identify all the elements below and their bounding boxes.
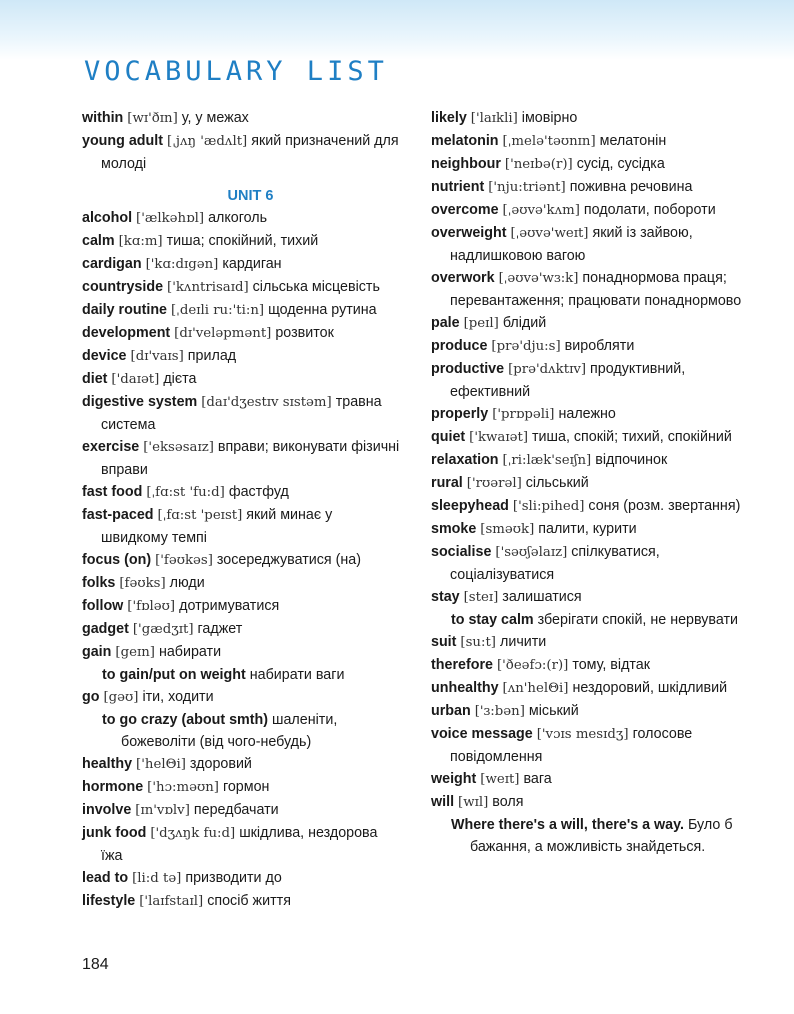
entry-translation: блідий xyxy=(502,315,547,331)
entry-word: quiet xyxy=(431,429,466,445)
entry-word: socialise xyxy=(431,544,492,560)
entry-translation: шкідлива, нездорова їжа xyxy=(101,825,378,864)
entry-transcription: ['kɑ:dɪgən] xyxy=(145,257,219,272)
entry-transcription: ['laɪfstaɪl] xyxy=(139,894,204,909)
vocab-entry xyxy=(82,368,400,391)
entry-word: pale xyxy=(431,315,460,331)
vocabulary-column-right xyxy=(431,107,749,858)
entry-translation: тиша, спокій; тихий, спокійний xyxy=(532,429,732,445)
entry-translation: здоровий xyxy=(189,756,252,772)
vocab-entry xyxy=(82,618,400,641)
entry-translation: набирати xyxy=(158,644,222,660)
vocab-entry xyxy=(82,686,400,709)
entry-translation: зберігати спокій, не нервувати xyxy=(537,612,739,628)
entry-word: gain xyxy=(82,644,112,660)
entry-transcription: [ˌdeɪli ru:'ti:n] xyxy=(170,303,265,318)
entry-translation: зосереджуватися (на) xyxy=(216,552,361,568)
entry-word: cardigan xyxy=(82,256,142,272)
vocab-entry xyxy=(82,799,400,822)
entry-translation: спосіб життя xyxy=(207,893,291,909)
entry-translation: гормон xyxy=(222,779,270,795)
entry-translation: мелатонін xyxy=(599,133,667,149)
entry-word: smoke xyxy=(431,521,477,537)
vocab-entry xyxy=(82,641,400,664)
entry-transcription: ['laɪkli] xyxy=(470,111,518,126)
entry-transcription: ['fɒləʊ] xyxy=(127,599,176,614)
entry-word: development xyxy=(82,325,171,341)
vocab-entry xyxy=(431,426,749,449)
vocab-entry xyxy=(82,345,400,368)
vocab-entry xyxy=(82,822,400,867)
vocab-entry xyxy=(431,130,749,153)
entry-word: daily routine xyxy=(82,302,167,318)
entry-word: lead to xyxy=(82,870,129,886)
entry-translation: дієта xyxy=(163,371,197,387)
entry-transcription: ['ɜ:bən] xyxy=(474,704,525,719)
entry-translation: вправи; виконувати фізичні вправи xyxy=(101,439,400,478)
vocab-entry xyxy=(431,654,749,677)
entry-transcription: [li:d tə] xyxy=(132,871,182,886)
entry-transcription: [steɪ] xyxy=(463,590,499,605)
vocab-entry xyxy=(431,176,749,199)
entry-transcription: [wɪl] xyxy=(458,795,489,810)
vocab-phrase-entry xyxy=(431,814,749,858)
entry-translation: шаленіти, божеволіти (від чого-небудь) xyxy=(121,712,338,750)
entry-word: diet xyxy=(82,371,108,387)
entry-word: overweight xyxy=(431,225,507,241)
vocab-phrase-entry xyxy=(431,609,749,631)
page-title: VOCABULARY LIST xyxy=(84,56,388,87)
entry-translation: іти, ходити xyxy=(142,689,214,705)
entry-transcription: [dɪ'veləpmənt] xyxy=(174,326,272,341)
vocab-entry xyxy=(82,391,400,436)
vocab-entry xyxy=(431,700,749,723)
entry-word: device xyxy=(82,348,127,364)
entry-transcription: [ˌjʌŋ 'ædʌlt] xyxy=(167,134,248,149)
vocab-entry xyxy=(82,253,400,276)
entry-translation: алкоголь xyxy=(208,210,268,226)
entry-translation: кардиган xyxy=(222,256,282,272)
entry-word: Where there's a will, there's a way. xyxy=(451,817,684,833)
entry-transcription: ['daɪət] xyxy=(111,372,160,387)
vocab-entry xyxy=(431,586,749,609)
entry-translation: дотримуватися xyxy=(179,598,280,614)
entry-word: neighbour xyxy=(431,156,501,172)
entry-word: produce xyxy=(431,338,488,354)
entry-word: sleepyhead xyxy=(431,498,509,514)
vocab-entry xyxy=(82,107,400,130)
entry-word: alcohol xyxy=(82,210,133,226)
vocab-entry xyxy=(431,267,749,312)
vocab-entry xyxy=(431,723,749,768)
entry-word: fast-paced xyxy=(82,507,154,523)
entry-translation: який минає у швидкому темпі xyxy=(101,507,333,546)
entry-transcription: [wɪ'ðɪn] xyxy=(127,111,178,126)
entry-transcription: [ˌəʊvə'wɜ:k] xyxy=(498,271,579,286)
entry-transcription: ['nju:triənt] xyxy=(488,180,566,195)
entry-word: go xyxy=(82,689,100,705)
vocab-entry xyxy=(82,867,400,890)
entry-word: focus (on) xyxy=(82,552,152,568)
entry-word: overcome xyxy=(431,202,499,218)
entry-transcription: [peɪl] xyxy=(463,316,499,331)
entry-transcription: ['kʌntrisaɪd] xyxy=(167,280,249,295)
entry-transcription: [daɪ'dʒestɪv sɪstəm] xyxy=(201,395,332,410)
entry-word: weight xyxy=(431,771,477,787)
entry-translation: вага xyxy=(523,771,552,787)
entry-transcription: [ʌn'helΘi] xyxy=(502,681,569,696)
vocab-entry xyxy=(82,322,400,345)
entry-translation: подолати, побороти xyxy=(583,202,716,218)
vocab-entry xyxy=(431,335,749,358)
entry-word: will xyxy=(431,794,455,810)
vocab-entry xyxy=(82,753,400,776)
entry-word: lifestyle xyxy=(82,893,136,909)
entry-transcription: ['gædʒɪt] xyxy=(132,622,194,637)
entry-word: digestive system xyxy=(82,394,198,410)
header-gradient-band xyxy=(0,0,794,60)
entry-translation: воля xyxy=(492,794,524,810)
entry-word: hormone xyxy=(82,779,144,795)
entry-transcription: ['eksəsaɪz] xyxy=(143,440,214,455)
entry-transcription: ['səʊʃəlaɪz] xyxy=(495,545,568,560)
entry-word: healthy xyxy=(82,756,133,772)
entry-word: relaxation xyxy=(431,452,499,468)
vocab-entry xyxy=(82,276,400,299)
entry-translation: продуктивний, ефективний xyxy=(450,361,686,400)
vocab-entry xyxy=(431,153,749,176)
entry-word: folks xyxy=(82,575,116,591)
entry-word: gadget xyxy=(82,621,129,637)
entry-translation: сусід, сусідка xyxy=(576,156,665,172)
entry-transcription: [geɪn] xyxy=(115,645,155,660)
entry-word: calm xyxy=(82,233,115,249)
entry-transcription: ['helΘi] xyxy=(136,757,186,772)
entry-translation: щоденна рутина xyxy=(268,302,377,318)
entry-translation: належно xyxy=(558,406,616,422)
vocabulary-column-left xyxy=(82,107,400,913)
vocab-entry xyxy=(82,572,400,595)
vocab-entry xyxy=(82,595,400,618)
entry-transcription: [prə'dʌktɪv] xyxy=(508,362,587,377)
vocab-entry xyxy=(82,890,400,913)
vocab-entry xyxy=(82,207,400,230)
vocab-phrase-entry xyxy=(82,709,400,753)
entry-word: unhealthy xyxy=(431,680,499,696)
entry-translation: у, у межах xyxy=(181,110,249,126)
entry-translation: виробляти xyxy=(564,338,635,354)
entry-transcription: [ˌmelə'təʊnɪn] xyxy=(502,134,596,149)
entry-transcription: [fəʊks] xyxy=(119,576,166,591)
vocab-entry xyxy=(431,518,749,541)
vocab-entry xyxy=(431,768,749,791)
entry-word: rural xyxy=(431,475,463,491)
entry-translation: набирати ваги xyxy=(249,667,345,683)
vocab-entry xyxy=(431,358,749,403)
entry-transcription: ['neɪbə(r)] xyxy=(504,157,573,172)
vocab-entry xyxy=(431,403,749,426)
vocab-entry xyxy=(82,230,400,253)
vocab-entry xyxy=(82,504,400,549)
vocab-entry xyxy=(82,549,400,572)
vocab-entry xyxy=(431,222,749,267)
entry-transcription: [ˌəʊvə'weɪt] xyxy=(510,226,589,241)
entry-transcription: [sməʊk] xyxy=(480,522,535,537)
entry-translation: соня (розм. звертання) xyxy=(588,498,741,514)
entry-transcription: ['dʒʌŋk fu:d] xyxy=(150,826,236,841)
entry-word: follow xyxy=(82,598,124,614)
entry-translation: який із зайвою, надлишковою вагою xyxy=(450,225,693,264)
entry-translation: люди xyxy=(169,575,205,591)
entry-transcription: ['vɔɪs mesɪdʒ] xyxy=(536,727,629,742)
entry-translation: передбачати xyxy=(193,802,279,818)
vocab-entry xyxy=(431,449,749,472)
entry-transcription: [su:t] xyxy=(460,635,496,650)
entry-transcription: ['prɒpəli] xyxy=(492,407,555,422)
entry-transcription: [ˌfɑ:st 'fu:d] xyxy=(146,485,225,500)
entry-translation: імовірно xyxy=(521,110,578,126)
vocab-entry xyxy=(431,107,749,130)
entry-transcription: [ɪn'vɒlv] xyxy=(135,803,190,818)
entry-word: to go crazy (about smth) xyxy=(102,712,269,728)
entry-word: fast food xyxy=(82,484,143,500)
vocab-entry xyxy=(82,130,400,175)
page-number: 184 xyxy=(82,956,109,973)
entry-transcription: ['rʊərəl] xyxy=(466,476,522,491)
entry-transcription: [ˌəʊvə'kʌm] xyxy=(502,203,580,218)
entry-word: productive xyxy=(431,361,505,377)
entry-transcription: ['ælkəhɒl] xyxy=(136,211,205,226)
entry-word: nutrient xyxy=(431,179,485,195)
vocab-entry xyxy=(431,472,749,495)
entry-transcription: ['fəʊkəs] xyxy=(155,553,213,568)
vocab-entry xyxy=(431,199,749,222)
entry-word: overwork xyxy=(431,270,495,286)
vocab-entry xyxy=(431,631,749,654)
entry-translation: прилад xyxy=(187,348,237,364)
entry-translation: який призначений для молоді xyxy=(101,133,399,172)
vocab-phrase-entry xyxy=(82,664,400,686)
vocab-entry xyxy=(82,776,400,799)
vocab-entry xyxy=(431,541,749,586)
entry-translation: поживна речовина xyxy=(569,179,693,195)
entry-translation: Було б бажання, а можливість знайдеться. xyxy=(470,817,733,855)
entry-word: melatonin xyxy=(431,133,499,149)
entry-translation: палити, курити xyxy=(538,521,637,537)
entry-translation: призводити до xyxy=(185,870,282,886)
entry-transcription: [weɪt] xyxy=(480,772,520,787)
entry-word: countryside xyxy=(82,279,164,295)
entry-word: young adult xyxy=(82,133,164,149)
entry-translation: спілкуватися, соціалізуватися xyxy=(450,544,660,583)
entry-translation: гаджет xyxy=(197,621,243,637)
entry-word: likely xyxy=(431,110,467,126)
entry-transcription: ['kwaɪət] xyxy=(469,430,529,445)
entry-word: urban xyxy=(431,703,471,719)
unit-heading: UNIT 6 xyxy=(227,188,274,204)
entry-word: to gain/put on weight xyxy=(102,667,246,683)
entry-translation: тиша; спокійний, тихий xyxy=(166,233,319,249)
entry-translation: понаднормова праця; перевантаження; працювати понаднормово xyxy=(450,270,742,309)
entry-word: involve xyxy=(82,802,132,818)
entry-transcription: [ˌfɑ:st 'peɪst] xyxy=(157,508,243,523)
entry-transcription: [dɪ'vaɪs] xyxy=(130,349,184,364)
vocab-entry xyxy=(431,677,749,700)
vocab-entry xyxy=(431,791,749,814)
vocab-entry xyxy=(431,495,749,518)
entry-translation: міський xyxy=(528,703,579,719)
entry-word: voice message xyxy=(431,726,533,742)
entry-translation: голосове повідомлення xyxy=(450,726,693,765)
entry-translation: личити xyxy=(499,634,547,650)
entry-translation: фастфуд xyxy=(228,484,289,500)
vocab-entry xyxy=(82,299,400,322)
entry-word: to stay calm xyxy=(451,612,534,628)
vocab-entry xyxy=(82,436,400,481)
entry-translation: залишатися xyxy=(502,589,582,605)
entry-transcription: [gəʊ] xyxy=(103,690,139,705)
entry-word: therefore xyxy=(431,657,493,673)
entry-translation: нездоровий, шкідливий xyxy=(572,680,728,696)
entry-translation: відпочинок xyxy=(595,452,668,468)
entry-transcription: [kɑ:m] xyxy=(118,234,163,249)
entry-transcription: [prə'dju:s] xyxy=(491,339,561,354)
entry-transcription: ['sli:pihed] xyxy=(512,499,585,514)
entry-word: junk food xyxy=(82,825,147,841)
entry-transcription: ['hɔ:məʊn] xyxy=(147,780,219,795)
entry-translation: травна система xyxy=(101,394,382,433)
entry-word: within xyxy=(82,110,124,126)
entry-translation: сільський xyxy=(525,475,589,491)
entry-transcription: [ˌri:læk'seɪʃn] xyxy=(502,453,592,468)
vocab-entry xyxy=(431,312,749,335)
entry-transcription: ['ðeəfɔ:(r)] xyxy=(496,658,569,673)
entry-word: suit xyxy=(431,634,457,650)
entry-word: stay xyxy=(431,589,460,605)
entry-translation: розвиток xyxy=(275,325,334,341)
entry-translation: сільська місцевість xyxy=(252,279,380,295)
entry-translation: тому, відтак xyxy=(572,657,651,673)
entry-word: exercise xyxy=(82,439,140,455)
entry-word: properly xyxy=(431,406,489,422)
vocab-entry xyxy=(82,481,400,504)
